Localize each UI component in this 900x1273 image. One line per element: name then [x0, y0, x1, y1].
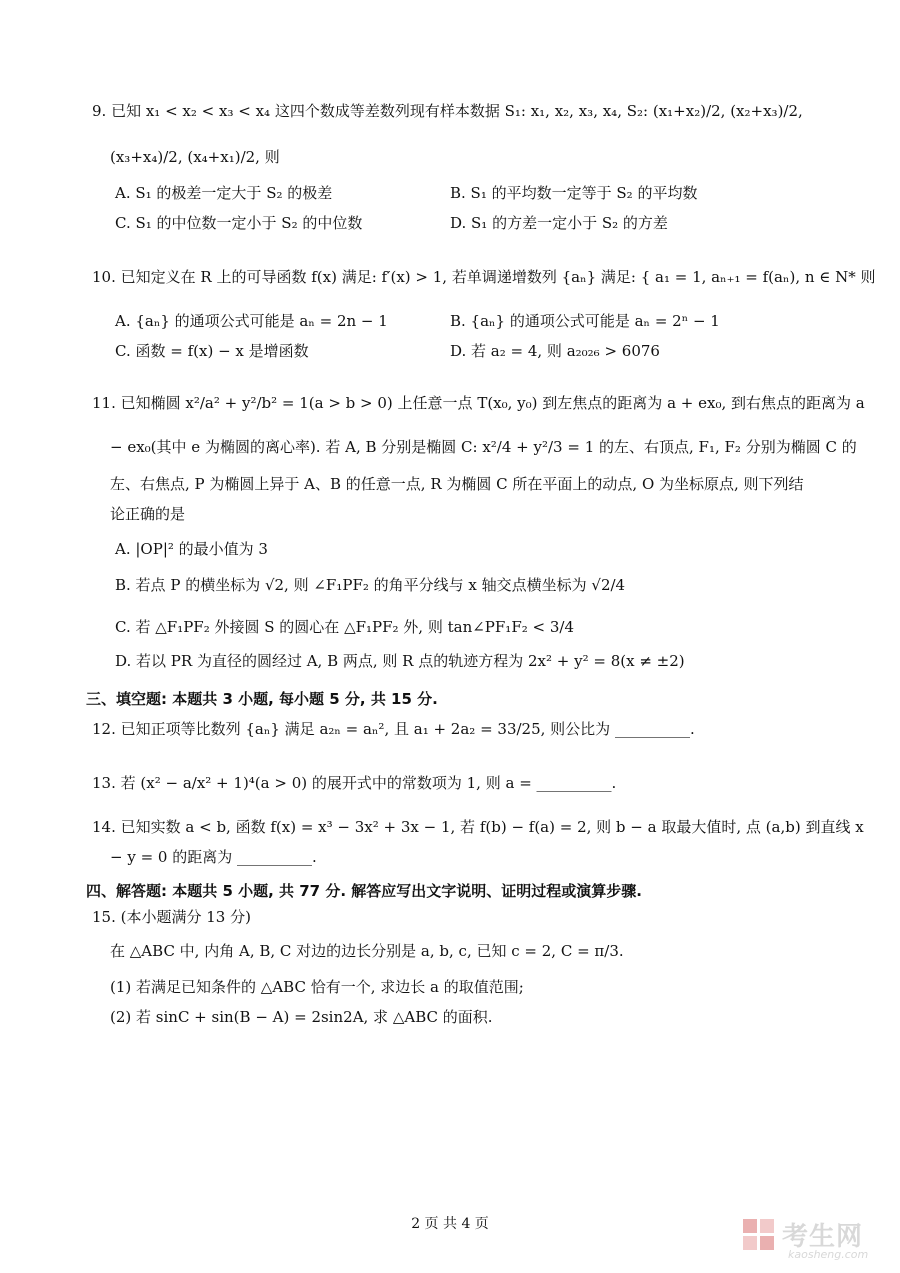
- watermark-brand: 考生网: [782, 1222, 864, 1252]
- watermark: [742, 1218, 882, 1268]
- q11-line4: 论正确的是: [110, 505, 186, 523]
- q10-option-d: D. 若 a₂ = 4, 则 a₂₀₂₆ > 6076: [450, 342, 660, 360]
- q15-part1: (1) 若满足已知条件的 △ABC 恰有一个, 求边长 a 的取值范围;: [110, 978, 524, 996]
- q10-option-b: B. {aₙ} 的通项公式可能是 aₙ = 2ⁿ − 1: [450, 312, 720, 330]
- q11-option-b: B. 若点 P 的横坐标为 √2, 则 ∠F₁PF₂ 的角平分线与 x 轴交点横坐标为 √2/4: [115, 576, 626, 594]
- q9-option-b: B. S₁ 的平均数一定等于 S₂ 的平均数: [450, 184, 698, 202]
- q9-line2: (x₃+x₄)/2, (x₄+x₁)/2, 则: [110, 148, 280, 166]
- q9-option-a: A. S₁ 的极差一定大于 S₂ 的极差: [115, 184, 333, 202]
- q15-heading: 15. (本小题满分 13 分): [92, 908, 251, 926]
- q9-line1: 9. 已知 x₁ < x₂ < x₃ < x₄ 这四个数成等差数列现有样本数据 S₁: x₁, x₂, x₃, x₄, S₂: (x₁+x₂)/2, (x₂+x₃)/2,: [92, 102, 803, 120]
- q14-line2: − y = 0 的距离为 __________.: [110, 848, 317, 866]
- kaosheng-logo-icon: [742, 1218, 776, 1252]
- q13-text: 13. 若 (x² − a/x² + 1)⁴(a > 0) 的展开式中的常数项为 1, 则 a = __________.: [92, 774, 617, 792]
- q10-option-a: A. {aₙ} 的通项公式可能是 aₙ = 2n − 1: [115, 312, 388, 330]
- q11-option-c: C. 若 △F₁PF₂ 外接圆 S 的圆心在 △F₁PF₂ 外, 则 tan∠PF₁F₂ < 3/4: [115, 618, 574, 636]
- q11-option-a: A. |OP|² 的最小值为 3: [115, 540, 268, 558]
- q12-text: 12. 已知正项等比数列 {aₙ} 满足 a₂ₙ = aₙ², 且 a₁ + 2a₂ = 33/25, 则公比为 __________.: [92, 720, 695, 738]
- q10-option-c: C. 函数 = f(x) − x 是增函数: [115, 342, 309, 360]
- section-answer-heading: 四、解答题: 本题共 5 小题, 共 77 分. 解答应写出文字说明、证明过程或演算步骤.: [86, 882, 642, 900]
- q14-line1: 14. 已知实数 a < b, 函数 f(x) = x³ − 3x² + 3x − 1, 若 f(b) − f(a) = 2, 则 b − a 取最大值时, 点 (a,b) 到直线 x: [92, 818, 864, 836]
- q9-option-d: D. S₁ 的方差一定小于 S₂ 的方差: [450, 214, 668, 232]
- section-fill-in-heading: 三、填空题: 本题共 3 小题, 每小题 5 分, 共 15 分.: [86, 690, 438, 708]
- q15-stem: 在 △ABC 中, 内角 A, B, C 对边的边长分别是 a, b, c, 已知 c = 2, C = π/3.: [110, 942, 624, 960]
- q11-line1: 11. 已知椭圆 x²/a² + y²/b² = 1(a > b > 0) 上任意一点 T(x₀, y₀) 到左焦点的距离为 a + ex₀, 到右焦点的距离为 a: [92, 394, 865, 412]
- q11-line3: 左、右焦点, P 为椭圆上异于 A、B 的任意一点, R 为椭圆 C 所在平面上的动点, O 为坐标原点, 则下列结: [110, 475, 804, 493]
- q11-option-d: D. 若以 PR 为直径的圆经过 A, B 两点, 则 R 点的轨迹方程为 2x² + y² = 8(x ≠ ±2): [115, 652, 685, 670]
- page-number-footer: 2 页 共 4 页: [411, 1216, 489, 1232]
- watermark-url: kaosheng.com: [788, 1248, 869, 1261]
- q9-option-c: C. S₁ 的中位数一定小于 S₂ 的中位数: [115, 214, 363, 232]
- q15-part2: (2) 若 sinC + sin(B − A) = 2sin2A, 求 △ABC 的面积.: [110, 1008, 493, 1026]
- q10-line1: 10. 已知定义在 R 上的可导函数 f(x) 满足: f′(x) > 1, 若单调递增数列 {aₙ} 满足: { a₁ = 1, aₙ₊₁ = f(aₙ), n ∈ N* 则: [92, 268, 876, 286]
- q11-line2: − ex₀(其中 e 为椭圆的离心率). 若 A, B 分别是椭圆 C: x²/4 + y²/3 = 1 的左、右顶点, F₁, F₂ 分别为椭圆 C 的: [110, 438, 857, 456]
